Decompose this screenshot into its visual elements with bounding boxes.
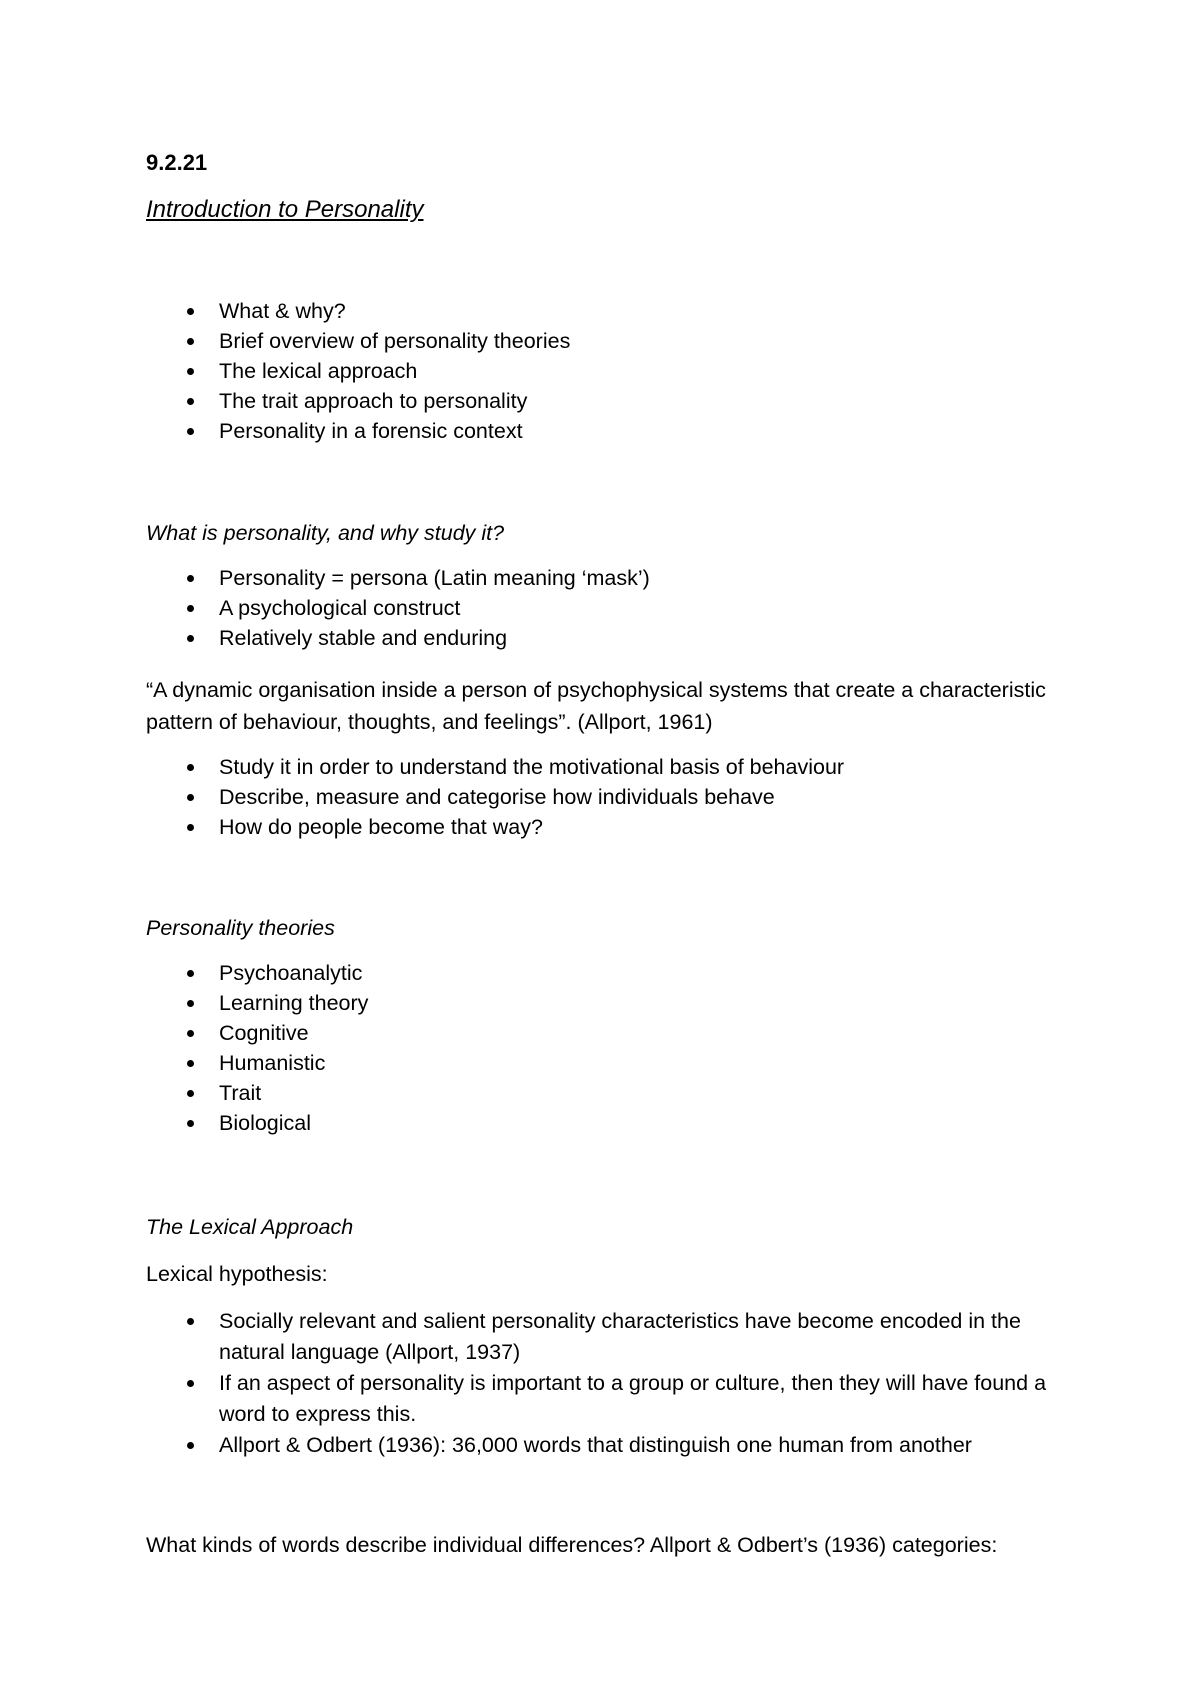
section-heading-lexical: The Lexical Approach xyxy=(146,1215,354,1239)
allport-quote: “A dynamic organisation inside a person of psychophysical systems that create a characteristic pattern of behaviour, thoughts, and feelings”. (Allport, 1961) xyxy=(146,678,1046,734)
list-item: Brief overview of personality theories xyxy=(0,326,1059,356)
bullet-icon xyxy=(187,1060,194,1067)
why-study-list xyxy=(0,752,1200,842)
list-item: Biological xyxy=(0,1108,1059,1138)
bullet-icon xyxy=(187,575,194,582)
list-item: Study it in order to understand the motivational basis of behaviour xyxy=(0,752,1059,782)
lexical-hypothesis-label: Lexical hypothesis: xyxy=(146,1262,328,1286)
list-item: Personality = persona (Latin meaning ‘mask’) xyxy=(0,563,1059,593)
bullet-icon xyxy=(187,764,194,771)
section-heading-theories: Personality theories xyxy=(146,916,335,940)
bullet-icon xyxy=(187,1120,194,1127)
document-date: 9.2.21 xyxy=(146,150,208,175)
section-heading-what-is: What is personality, and why study it? xyxy=(146,521,505,545)
document-title: Introduction to Personality xyxy=(146,196,424,223)
bullet-icon xyxy=(187,635,194,642)
list-item: Humanistic xyxy=(0,1048,1059,1078)
bullet-icon xyxy=(187,1000,194,1007)
list-item: Psychoanalytic xyxy=(0,958,1059,988)
categories-question: What kinds of words describe individual differences? Allport & Odbert’s (1936) categories: xyxy=(146,1533,998,1557)
list-item: Allport & Odbert (1936): 36,000 words that distinguish one human from another xyxy=(0,1430,1059,1461)
list-item: How do people become that way? xyxy=(0,812,1059,842)
bullet-icon xyxy=(187,1442,194,1449)
list-item: Cognitive xyxy=(0,1018,1059,1048)
list-item: Relatively stable and enduring xyxy=(0,623,1059,653)
list-item: If an aspect of personality is important to a group or culture, then they will have found a word to express this. xyxy=(0,1368,1059,1430)
bullet-icon xyxy=(187,824,194,831)
list-item: Personality in a forensic context xyxy=(0,416,1059,446)
bullet-icon xyxy=(187,428,194,435)
list-item: Describe, measure and categorise how individuals behave xyxy=(0,782,1059,812)
bullet-icon xyxy=(187,398,194,405)
bullet-icon xyxy=(187,368,194,375)
bullet-icon xyxy=(187,1380,194,1387)
bullet-icon xyxy=(187,338,194,345)
bullet-icon xyxy=(187,794,194,801)
bullet-icon xyxy=(187,308,194,315)
list-item: What & why? xyxy=(0,296,1059,326)
bullet-icon xyxy=(187,1090,194,1097)
overview-list xyxy=(0,296,1200,446)
bullet-icon xyxy=(187,970,194,977)
list-item: Trait xyxy=(0,1078,1059,1108)
list-item: The trait approach to personality xyxy=(0,386,1059,416)
list-item: Learning theory xyxy=(0,988,1059,1018)
lexical-list xyxy=(0,1306,1200,1461)
what-is-list xyxy=(0,563,1200,653)
bullet-icon xyxy=(187,605,194,612)
bullet-icon xyxy=(187,1318,194,1325)
list-item: The lexical approach xyxy=(0,356,1059,386)
bullet-icon xyxy=(187,1030,194,1037)
theories-list xyxy=(0,958,1200,1138)
list-item: Socially relevant and salient personality characteristics have become encoded in the natural language (Allport, 1937) xyxy=(0,1306,1059,1368)
list-item: A psychological construct xyxy=(0,593,1059,623)
